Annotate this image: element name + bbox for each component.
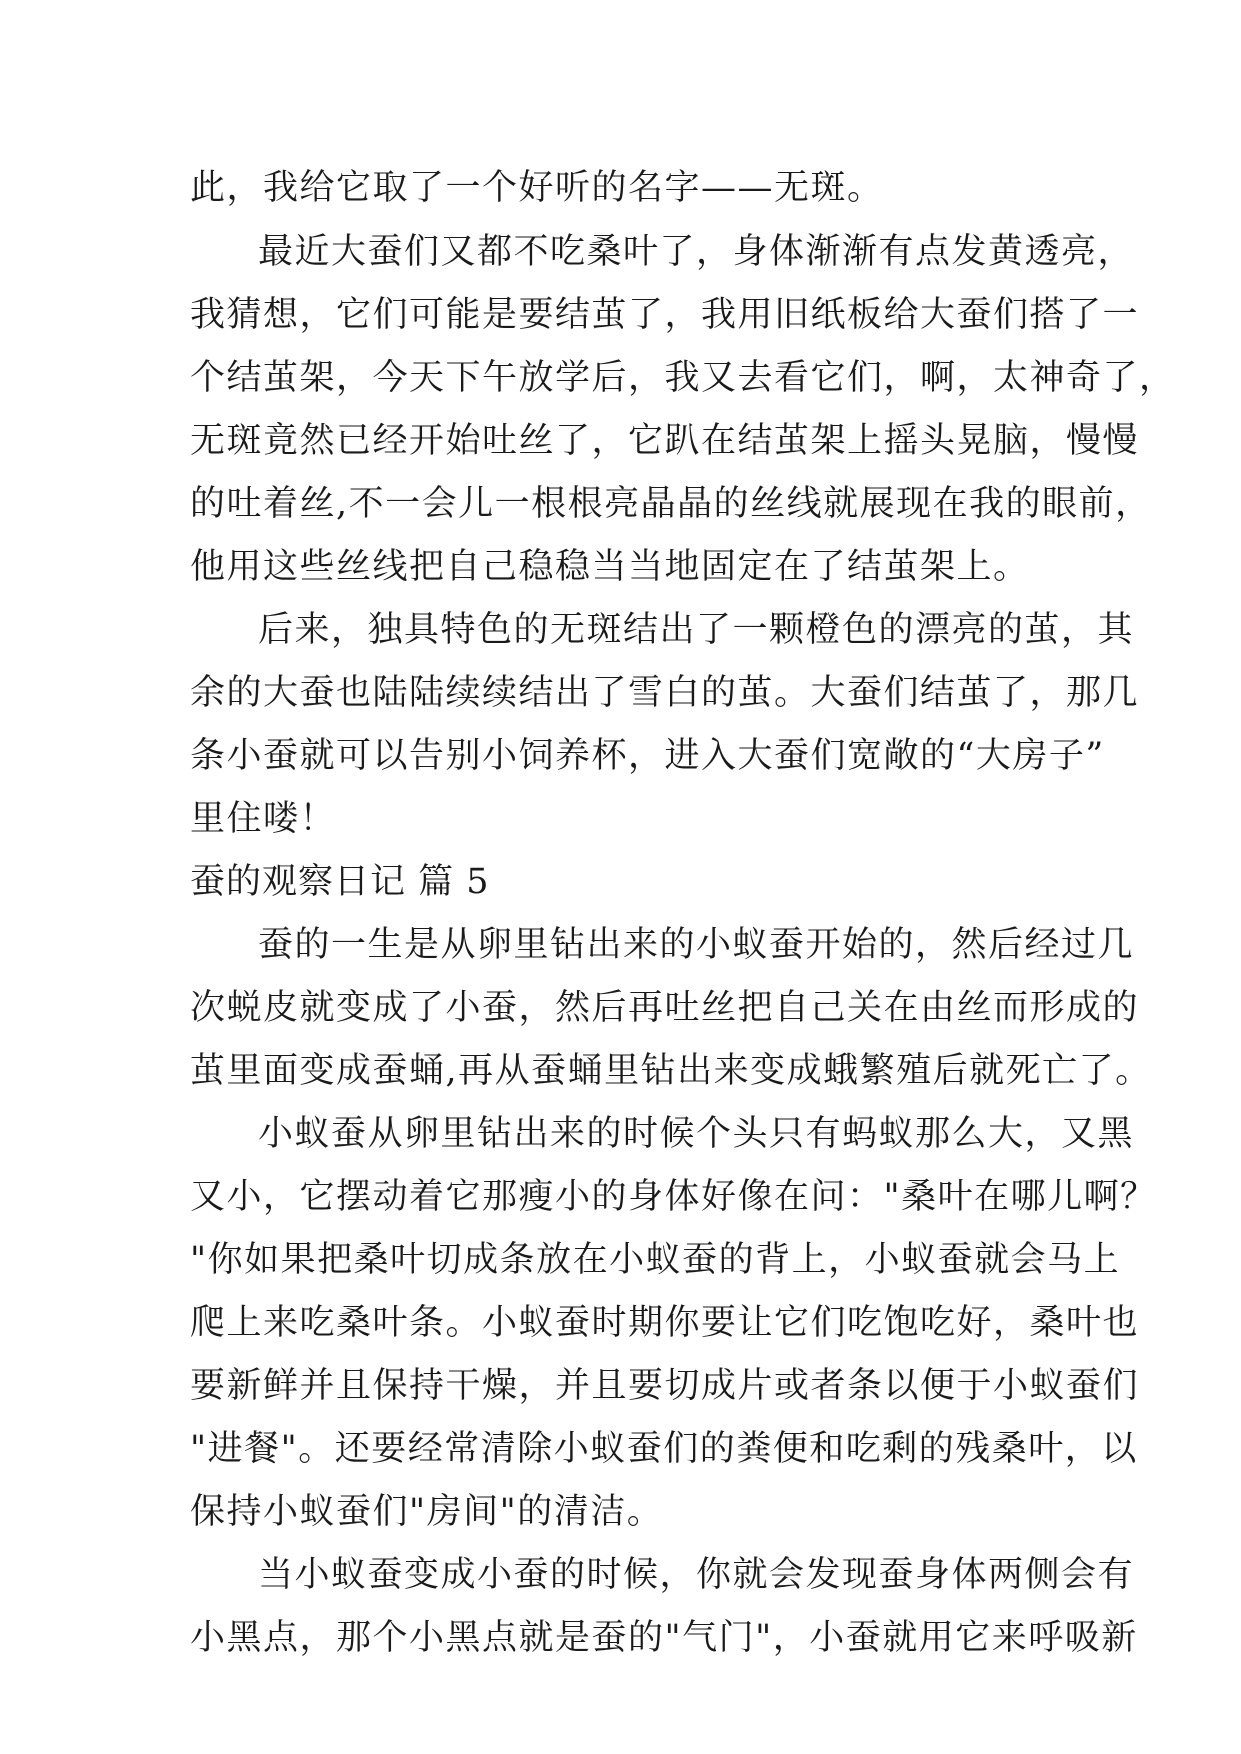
text-line: 保持小蚁蚕们"房间"的清洁。 <box>190 1492 664 1532</box>
text-line: 我猜想，它们可能是要结茧了，我用旧纸板给大蚕们搭了一 <box>190 295 1140 335</box>
text-line: 又小，它摆动着它那瘦小的身体好像在问："桑叶在哪儿啊？ <box>190 1177 1157 1217</box>
text-line: "进餐"。还要经常清除小蚁蚕们的粪便和吃剩的残桑叶，以 <box>190 1429 1138 1469</box>
text-line: 个结茧架，今天下午放学后，我又去看它们，啊，太神奇了， <box>190 358 1176 398</box>
paragraph-line: 蚕的一生是从卵里钻出来的小蚁蚕开始的，然后经过几 <box>258 925 1135 965</box>
text-line: 此，我给它取了一个好听的名字——无斑。 <box>190 168 884 208</box>
text-line: 他用这些丝线把自己稳稳当当地固定在了结茧架上。 <box>190 547 1030 587</box>
text-line: 小黑点，那个小黑点就是蚕的"气门"，小蚕就用它来呼吸新 <box>190 1618 1138 1658</box>
text-line: 里住喽！ <box>190 799 337 839</box>
text-line: 条小蚕就可以告别小饲养杯，进入大蚕们宽敞的“大房子” <box>190 736 1105 776</box>
section-heading: 蚕的观察日记 篇 5 <box>190 862 490 902</box>
text-line: 次蜕皮就变成了小蚕，然后再吐丝把自己关在由丝而形成的 <box>190 988 1140 1028</box>
text-line: 茧里面变成蚕蛹,再从蚕蛹里钻出来变成蛾繁殖后就死亡了。 <box>190 1051 1152 1091</box>
text-line: 余的大蚕也陆陆续续结出了雪白的茧。大蚕们结茧了，那几 <box>190 673 1140 713</box>
text-line: 的吐着丝,不一会儿一根根亮晶晶的丝线就展现在我的眼前， <box>190 484 1152 524</box>
paragraph-line: 最近大蚕们又都不吃桑叶了，身体渐渐有点发黄透亮， <box>258 232 1135 272</box>
paragraph-line: 小蚁蚕从卵里钻出来的时候个头只有蚂蚁那么大，又黑 <box>258 1114 1135 1154</box>
paragraph-line: 后来，独具特色的无斑结出了一颗橙色的漂亮的茧，其 <box>258 610 1135 650</box>
text-line: "你如果把桑叶切成条放在小蚁蚕的背上，小蚁蚕就会马上 <box>190 1240 1121 1280</box>
text-line: 爬上来吃桑叶条。小蚁蚕时期你要让它们吃饱吃好，桑叶也 <box>190 1303 1140 1343</box>
text-line: 要新鲜并且保持干燥，并且要切成片或者条以便于小蚁蚕们 <box>190 1366 1140 1406</box>
paragraph-line: 当小蚁蚕变成小蚕的时候，你就会发现蚕身体两侧会有 <box>258 1555 1135 1595</box>
text-line: 无斑竟然已经开始吐丝了，它趴在结茧架上摇头晃脑，慢慢 <box>190 421 1140 461</box>
